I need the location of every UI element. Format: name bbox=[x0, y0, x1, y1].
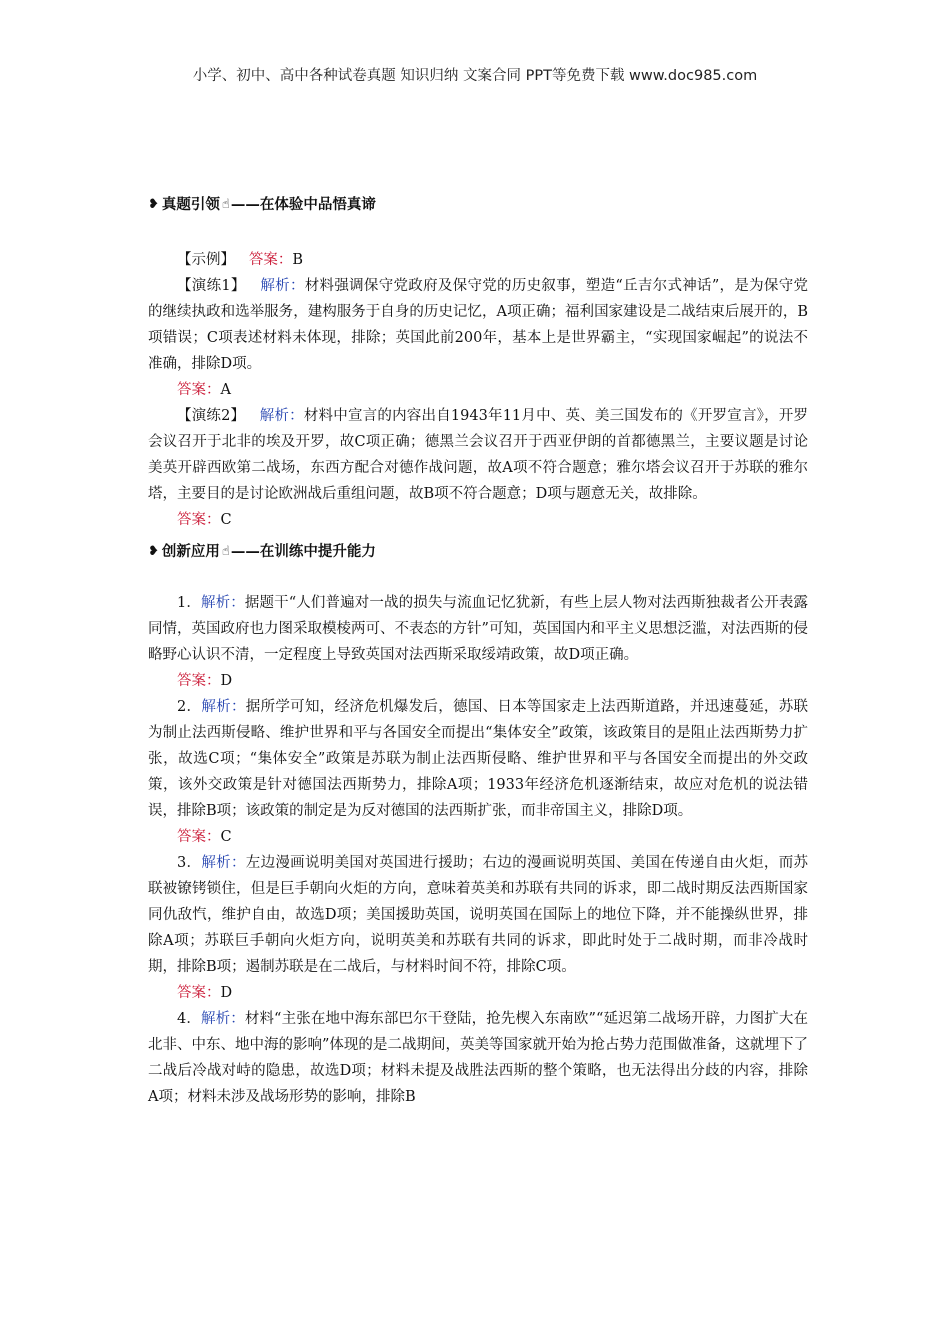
drill-2-answer bbox=[148, 507, 808, 533]
answer-value: D bbox=[220, 673, 233, 689]
analysis-label: 解析： bbox=[201, 855, 246, 871]
question-number: 2． bbox=[177, 699, 202, 715]
bullet-mark-icon: ❥ bbox=[148, 544, 159, 559]
answer-value: D bbox=[220, 985, 233, 1001]
question-4-analysis bbox=[148, 1006, 808, 1110]
question-number: 4． bbox=[177, 1011, 201, 1027]
drill-tag: 【演练1】 bbox=[177, 278, 246, 294]
question-number: 1． bbox=[177, 595, 201, 611]
question-1-analysis bbox=[148, 590, 808, 668]
section-title: 真题引领 bbox=[161, 197, 220, 213]
analysis-label: 解析： bbox=[200, 595, 245, 611]
answer-label: 答案： bbox=[248, 252, 293, 268]
document-body bbox=[148, 192, 808, 1110]
question-2-answer bbox=[148, 824, 808, 850]
question-number: 3． bbox=[177, 855, 202, 871]
bullet-mark-icon: ❥ bbox=[148, 197, 159, 212]
section-subtitle: ——在体验中品悟真谛 bbox=[230, 197, 376, 213]
example-tag: 【示例】 bbox=[177, 252, 235, 268]
question-3-analysis bbox=[148, 850, 808, 980]
question-3-answer bbox=[148, 980, 808, 1006]
analysis-text: 材料强调保守党政府及保守党的历史叙事，塑造“丘吉尔式神话”，是为保守党的继续执政和选举服务，建构服务于自身的历史记忆，A项正确；福利国家建设是二战结束后展开的，B项错误；C项表述材料未体现，排除；英国此前200年，基本上是世界霸主，“实现国家崛起”的说法不准确，排除D项。 bbox=[148, 278, 808, 372]
answer-value: A bbox=[220, 382, 231, 398]
answer-value: B bbox=[292, 252, 303, 268]
analysis-text: 左边漫画说明美国对英国进行援助；右边的漫画说明英国、美国在传递自由火炬，而苏联被镣铐锁住，但是巨手朝向火炬的方向，意味着英美和苏联有共同的诉求，即二战时期反法西斯国家同仇敌忾，维护自由，故选D项；美国援助英国，说明英国在国际上的地位下降，并不能操纵世界，排除A项；苏联巨手朝向火炬方向，说明英美和苏联有共同的诉求，即此时处于二战时期，而非冷战时期，排除B项；遏制苏联是在二战后，与材料时间不符，排除C项。 bbox=[148, 855, 809, 975]
analysis-label: 解析： bbox=[201, 699, 246, 715]
analysis-label: 解析： bbox=[260, 278, 305, 294]
example-answer bbox=[148, 247, 808, 273]
drill-1-analysis bbox=[148, 273, 808, 377]
section-title: 创新应用 bbox=[161, 544, 220, 560]
question-1-answer bbox=[148, 668, 808, 694]
drill-1-answer bbox=[148, 377, 808, 403]
answer-label: 答案： bbox=[177, 512, 221, 528]
answer-label: 答案： bbox=[177, 673, 221, 689]
pointing-hand-icon: ☝ bbox=[221, 197, 230, 212]
answer-value: C bbox=[220, 829, 232, 845]
section-heading-chuangxin bbox=[148, 539, 808, 565]
analysis-text: 据所学可知，经济危机爆发后，德国、日本等国家走上法西斯道路，并迅速蔓延，苏联为制止法西斯侵略、维护世界和平与各国安全而提出“集体安全”政策，该政策目的是阻止法西斯势力扩张，故选C项；“集体安全”政策是苏联为制止法西斯侵略、维护世界和平与各国安全而提出的外交政策，该外交政策是针对德国法西斯势力，排除A项；1933年经济危机逐渐结束，故应对危机的说法错误，排除B项；该政策的制定是为反对德国的法西斯扩张，而非帝国主义，排除D项。 bbox=[148, 699, 809, 819]
answer-label: 答案： bbox=[177, 382, 221, 398]
analysis-label: 解析： bbox=[259, 408, 304, 424]
question-2-analysis bbox=[148, 694, 808, 824]
drill-tag: 【演练2】 bbox=[177, 408, 246, 424]
analysis-text: 材料“主张在地中海东部巴尔干登陆，抢先楔入东南欧”“延迟第二战场开辟，力图扩大在北非、中东、地中海的影响”体现的是二战期间，英美等国家就开始为抢占势力范围做准备，这就埋下了二战后冷战对峙的隐患，故选D项；材料未提及战胜法西斯的整个策略，也无法得出分歧的内容，排除A项；材料未涉及战场形势的影响，排除B bbox=[148, 1011, 808, 1105]
drill-2-analysis bbox=[148, 403, 808, 507]
analysis-text: 据题干“人们普遍对一战的损失与流血记忆犹新，有些上层人物对法西斯独裁者公开表露同情，英国政府也力图采取模棱两可、不表态的方针”可知，英国国内和平主义思想泛滥，对法西斯的侵略野心认识不清，一定程度上导致英国对法西斯采取绥靖政策，故D项正确。 bbox=[148, 595, 808, 663]
answer-label: 答案： bbox=[177, 985, 221, 1001]
answer-value: C bbox=[220, 512, 232, 528]
section-subtitle: ——在训练中提升能力 bbox=[230, 544, 376, 560]
analysis-text: 材料中宣言的内容出自1943年11月中、英、美三国发布的《开罗宣言》，开罗会议召开于北非的埃及开罗，故C项正确；德黑兰会议召开于西亚伊朗的首都德黑兰，主要议题是讨论美英开辟西欧第二战场，东西方配合对德作战问题，故A项不符合题意；雅尔塔会议召开于苏联的雅尔塔，主要目的是讨论欧洲战后重组问题，故B项不符合题意；D项与题意无关，故排除。 bbox=[148, 408, 809, 502]
answer-label: 答案： bbox=[177, 829, 221, 845]
page-header: 小学、初中、高中各种试卷真题 知识归纳 文案合同 PPT等免费下载 www.doc985.com bbox=[192, 68, 758, 84]
pointing-hand-icon: ☝ bbox=[221, 544, 230, 559]
analysis-label: 解析： bbox=[200, 1011, 245, 1027]
section-heading-zhenti bbox=[148, 192, 808, 218]
